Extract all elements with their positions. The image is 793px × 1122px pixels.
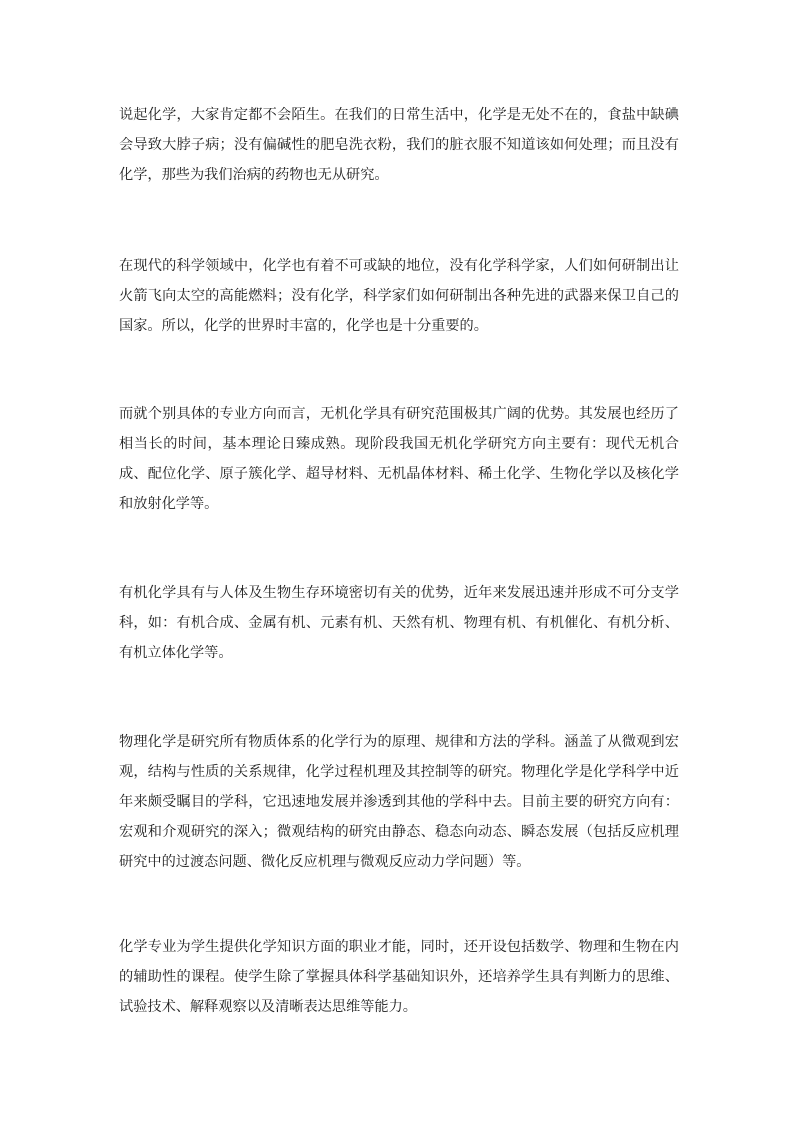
paragraph-chemistry-major: 化学专业为学生提供化学知识方面的职业才能，同时，还开设包括数学、物理和生物在内的辅助性的课程。使学生除了掌握具体科学基础知识外，还培养学生具有判断力的思维、试验技术、解释观察以及清晰表达思维等能力。	[119, 939, 679, 1015]
paragraph-physical-chemistry: 物理化学是研究所有物质体系的化学行为的原理、规律和方法的学科。涵盖了从微观到宏观，结构与性质的关系规律，化学过程机理及其控制等的研究。物理化学是化学科学中近年来颇受瞩目的学科，它迅速地发展并渗透到其他的学科中去。目前主要的研究方向有：宏观和介观研究的深入；微观结构的研究由静态、稳态向动态、瞬态发展（包括反应机理研究中的过渡态问题、微化反应机理与微观反应动力学问题）等。	[119, 734, 679, 870]
paragraph-modern-science: 在现代的科学领域中，化学也有着不可或缺的地位，没有化学科学家，人们如何研制出让火箭飞向太空的高能燃料；没有化学，科学家们如何研制出各种先进的武器来保卫自己的国家。所以，化学的世界时丰富的，化学也是十分重要的。	[119, 258, 679, 334]
paragraph-inorganic-chemistry: 而就个别具体的专业方向而言，无机化学具有研究范围极其广阔的优势。其发展也经历了相当长的时间，基本理论日臻成熟。现阶段我国无机化学研究方向主要有：现代无机合成、配位化学、原子簇化学、超导材料、无机晶体材料、稀土化学、生物化学以及核化学和放射化学等。	[119, 406, 679, 512]
paragraph-organic-chemistry: 有机化学具有与人体及生物生存环境密切有关的优势，近年来发展迅速并形成不可分支学科，如：有机合成、金属有机、元素有机、天然有机、物理有机、有机催化、有机分析、有机立体化学等。	[119, 585, 679, 661]
paragraph-intro: 说起化学，大家肯定都不会陌生。在我们的日常生活中，化学是无处不在的，食盐中缺碘会导致大脖子病；没有偏碱性的肥皂洗衣粉，我们的脏衣服不知道该如何处理；而且没有化学，那些为我们治病的药物也无从研究。	[119, 107, 679, 183]
